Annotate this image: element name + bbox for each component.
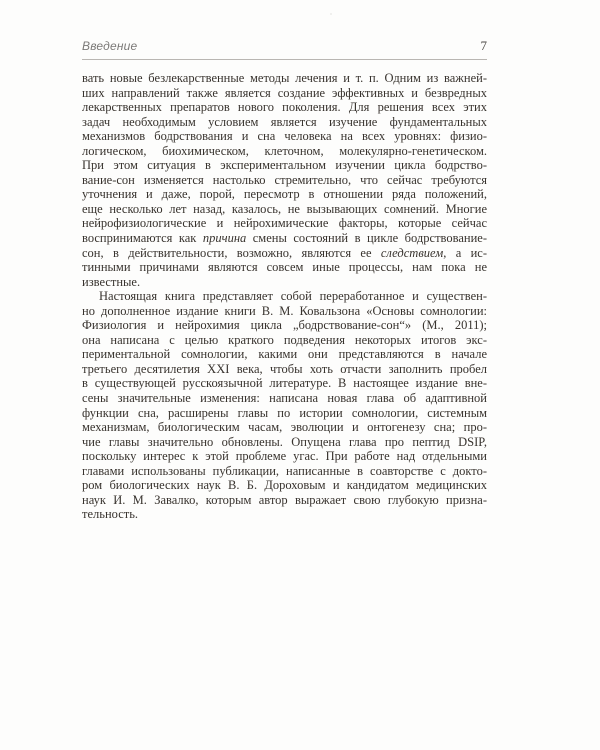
text-line: воспринимаются как причина смены состояний в цикле бодрствование- — [82, 231, 487, 246]
text-line: поскольку интерес к этой проблеме угас. При работе над отдельными — [82, 449, 487, 464]
text-line: сон, в действительности, возможно, являются ее следствием, а ис- — [82, 245, 487, 260]
page-header — [82, 38, 487, 60]
text-line: функции сна, расширены главы по истории сомнологии, системным — [82, 405, 487, 420]
text-line: но дополненное издание книги В. М. Ковальзона «Основы сомнологии: — [82, 303, 487, 318]
text-line: нейрофизиологические и нейрохимические факторы, которые сейчас — [82, 216, 487, 231]
text-line: вать новые безлекарственные методы лечения и т. п. Одним из важней- — [82, 71, 487, 85]
text-line: лекарственных препаратов нового поколения. Для решения всех этих — [82, 100, 487, 115]
text-line: третьего десятилетия XXI века, чтобы хоть отчасти заполнить пробел — [82, 361, 487, 376]
text-line: Физиология и нейрохимия цикла „бодрствование-сон“» (М., 2011); — [82, 318, 487, 333]
paragraph — [82, 289, 487, 522]
text-line: уточнения и даже, порой, пересмотр в отношении ряда положений, — [82, 187, 487, 202]
page-number: 7 — [480, 38, 487, 53]
text-line: она написана с целью краткого подведения некоторых итогов экс- — [82, 332, 487, 347]
text-line: механизмов бодрствования и сна человека на всех уровнях: физио- — [82, 129, 487, 144]
running-head-title: Введение — [82, 39, 138, 53]
text-line: ших направлений также является создание эффективных и безвредных — [82, 85, 487, 100]
scan-speck — [330, 13, 332, 15]
text-line: механизмам, биологическим часам, эволюции и онтогенезу сна; про- — [82, 420, 487, 435]
text-line: Настоящая книга представляет собой переработанное и существен- — [99, 289, 487, 304]
text-line: При этом ситуация в экспериментальном изучении цикла бодрство- — [82, 158, 487, 173]
text-line: логическом, биохимическом, клеточном, молекулярно-генетическом. — [82, 143, 487, 158]
text-line: ром биологических наук В. Б. Дороховым и кандидатом медицинских — [82, 478, 487, 493]
text-line: известные. — [82, 274, 141, 289]
text-line: в существующей русскоязычной литературе. В настоящее издание вне- — [82, 376, 487, 391]
text-line: еще несколько лет назад, казалось, не вызывающих сомнений. Многие — [82, 201, 487, 216]
text-line: главами использованы публикации, написанные в соавторстве с докто- — [82, 463, 487, 478]
text-line: вание-сон изменяется настолько стремительно, что сейчас требуются — [82, 172, 487, 187]
text-line: наук И. М. Завалко, которым автор выражает свою глубокую призна- — [82, 492, 487, 507]
text-line: тельность. — [82, 507, 139, 522]
paragraph — [82, 71, 487, 289]
text-line: тинными причинами являются совсем иные процессы, нам пока не — [82, 260, 487, 275]
body-text — [82, 71, 487, 522]
text-line: периментальной сомнологии, какими они представляются в начале — [82, 347, 487, 362]
text-line: чие главы значительно обновлены. Опущена глава про пептид DSIP, — [82, 434, 487, 449]
text-line: сены значительные изменения: написана новая глава об адаптивной — [82, 391, 487, 406]
text-line: задач необходимым условием является изучение фундаментальных — [82, 114, 487, 129]
